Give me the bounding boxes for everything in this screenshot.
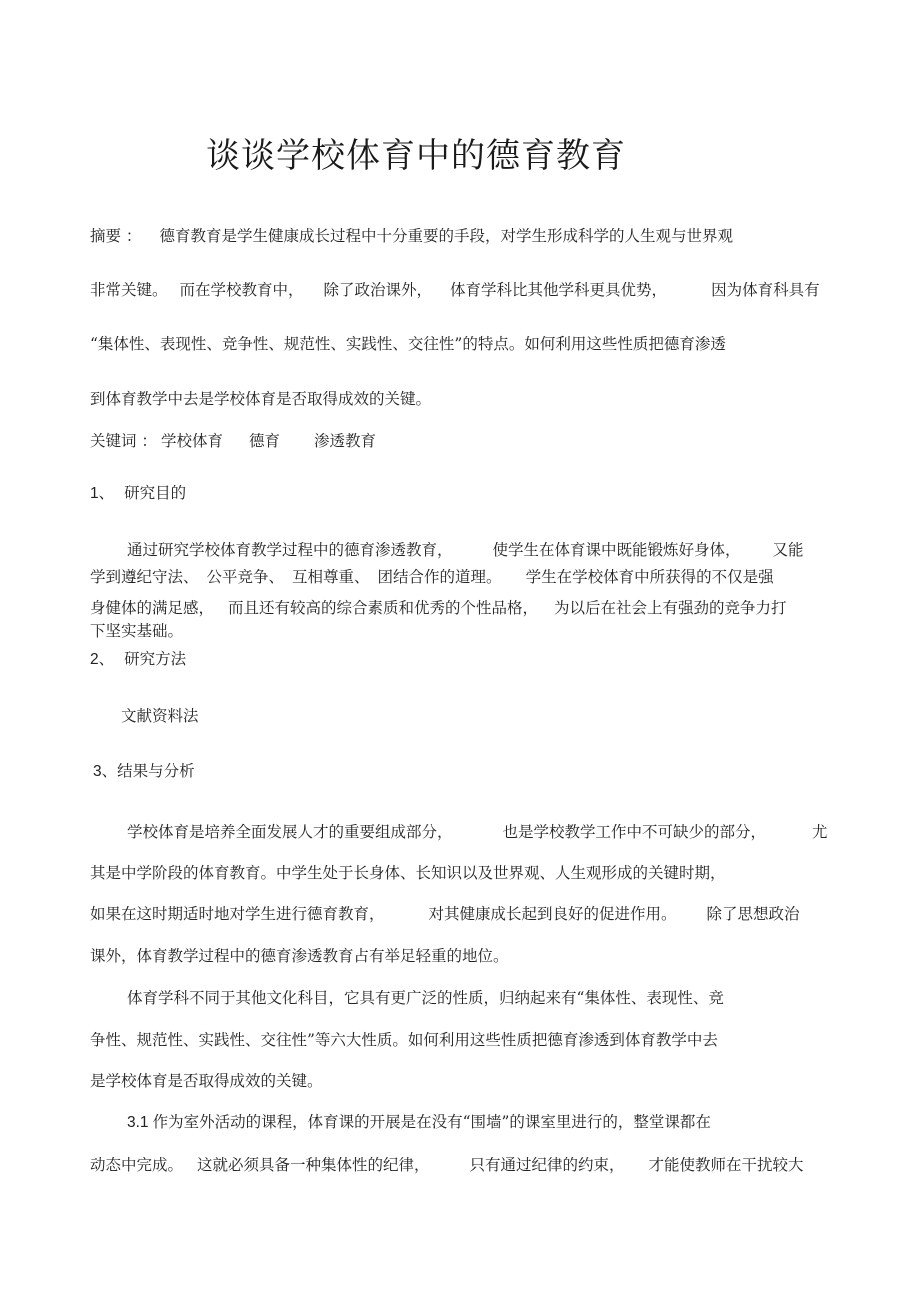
section-title: 研究方法: [124, 650, 187, 668]
paragraph-text: 学到遵纪守法、: [90, 568, 199, 586]
paragraph-text: 公平竞争、: [206, 568, 285, 586]
section-3-p1-line-4: 课外，体育教学过程中的德育渗透教育占有举足轻重的地位。: [90, 947, 509, 965]
abstract-line-2: [90, 280, 820, 300]
section-1-line-2: [90, 567, 774, 587]
abstract-text: 而在学校教育中，: [179, 281, 304, 299]
section-1-line-1: [127, 540, 804, 560]
paragraph-text: 如果在这时期适时地对学生进行德育教育，: [90, 905, 385, 923]
section-3-p2-line-2: 争性、规范性、实践性、交往性”等六大性质。如何利用这些性质把德育渗透到体育教学中去: [90, 1031, 718, 1049]
abstract-label: 摘要 ：: [90, 227, 142, 245]
paragraph-text: 使学生在体育课中既能锻炼好身体，: [492, 541, 741, 559]
paragraph-text: 又能: [772, 541, 804, 559]
section-number: 2、: [90, 651, 115, 668]
keyword: 渗透教育: [313, 432, 376, 450]
paragraph-text: 通过研究学校体育教学过程中的德育渗透教育，: [127, 541, 453, 559]
paragraph-text: 学校体育是培养全面发展人才的重要组成部分，: [127, 823, 453, 841]
keywords-line: [90, 431, 376, 451]
section-number: 3: [93, 763, 102, 780]
keywords-label: 关键词 ：: [90, 432, 157, 450]
section-3-1-line-1: [127, 1112, 711, 1133]
abstract-text: 因为体育科具有: [711, 281, 820, 299]
page-title: 谈谈学校体育中的德育教育: [206, 136, 626, 176]
abstract-line-3: “集体性、表现性、竞争性、规范性、实践性、交往性”的特点。如何利用这些性质把德育渗透: [90, 335, 726, 353]
paragraph-text: 团结合作的道理。: [377, 568, 502, 586]
section-3-p1-line-3: [90, 904, 800, 924]
keyword: 德育: [248, 432, 280, 450]
subsection-number: 3.1: [127, 1114, 149, 1131]
section-number: 1、: [90, 485, 115, 502]
section-3-p2-line-3: 是学校体育是否取得成效的关键。: [90, 1072, 323, 1090]
section-1-line-4: 下坚实基础。: [90, 622, 184, 640]
abstract-line-1: [90, 226, 733, 246]
paragraph-text: 为以后在社会上有强劲的竞争力打: [554, 599, 787, 617]
section-2-heading: [90, 649, 186, 670]
keyword: 学校体育: [160, 432, 223, 450]
abstract-text: 非常关键。: [90, 281, 168, 299]
paragraph-text: 只有通过纪律的约束，: [469, 1156, 625, 1174]
paragraph-text: 尤: [812, 823, 828, 841]
section-title: 、结果与分析: [101, 762, 195, 780]
paragraph-text: 动态中完成。: [90, 1156, 184, 1174]
section-3-p2-line-1: 体育学科不同于其他文化科目，它具有更广泛的性质，归纳起来有“集体性、表现性、竞: [127, 989, 724, 1007]
section-3-p1-line-2: 其是中学阶段的体育教育。中学生处于长身体、长知识以及世界观、人生观形成的关键时期，: [90, 864, 726, 882]
section-3-p1-line-1: [127, 822, 828, 842]
paragraph-text: 学生在学校体育中所获得的不仅是强: [525, 568, 774, 586]
abstract-text: 德育教育是学生健康成长过程中十分重要的手段，对学生形成科学的人生观与世界观: [159, 227, 733, 245]
section-1-line-3: [90, 598, 787, 618]
paragraph-text: 除了思想政治: [706, 905, 800, 923]
section-title: 研究目的: [124, 484, 187, 502]
paragraph-text: 对其健康成长起到良好的促进作用。: [428, 905, 677, 923]
paragraph-text: 作为室外活动的课程，体育课的开展是在没有“围墙”的课室里进行的，整堂课都在: [152, 1113, 711, 1131]
abstract-line-4: 到体育教学中去是学校体育是否取得成效的关键。: [90, 390, 432, 408]
paragraph-text: 互相尊重、: [292, 568, 370, 586]
abstract-text: 体育学科比其他学科更具优势，: [450, 281, 668, 299]
abstract-text: 除了政治课外，: [323, 281, 433, 299]
section-3-1-line-2: [90, 1155, 804, 1175]
paragraph-text: 才能使教师在干扰较大: [648, 1156, 804, 1174]
paragraph-text: 也是学校教学工作中不可缺少的部分，: [502, 823, 767, 841]
section-3-heading: [93, 761, 195, 782]
paragraph-text: 而且还有较高的综合素质和优秀的个性品格，: [228, 599, 539, 617]
section-1-heading: [90, 483, 186, 504]
paragraph-text: 身健体的满足感，: [90, 599, 215, 617]
paragraph-text: 这就必须具备一种集体性的纪律，: [197, 1156, 430, 1174]
section-2-content: 文献资料法: [121, 707, 199, 725]
